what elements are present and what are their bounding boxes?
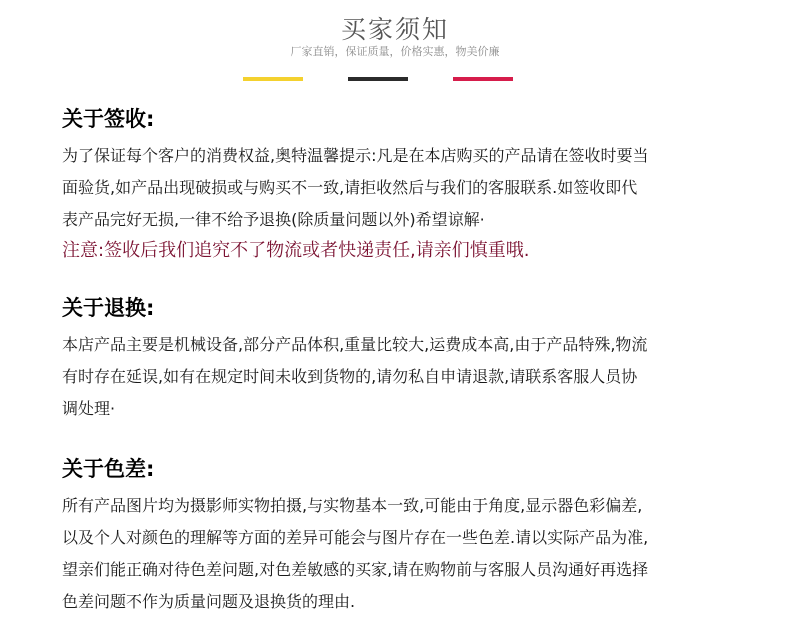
paragraph-line: 面验货,如产品出现破损或与购买不一致,请拒收然后与我们的客服联系.如签收即代	[62, 178, 638, 197]
section-title-signing: 关于签收:	[62, 107, 155, 131]
section-return	[62, 293, 762, 425]
decor-bar-red	[453, 77, 513, 81]
section-title-color: 关于色差:	[62, 457, 155, 481]
paragraph-line: 所有产品图片均为摄影师实物拍摄,与实物基本一致,可能由于角度,显示器色彩偏差,	[62, 496, 643, 515]
page-title: 买家须知	[340, 15, 449, 44]
section-title-return: 关于退换:	[62, 296, 155, 320]
paragraph-line: 望亲们能正确对待色差问题,对色差敏感的买家,请在购物前与客服人员沟通好再选择	[62, 560, 649, 579]
decor-bar-dark	[348, 77, 408, 81]
paragraph-line: 色差问题不作为质量问题及退换货的理由.	[62, 592, 356, 611]
decor-bar-yellow	[243, 77, 303, 81]
paragraph-line: 调处理·	[62, 399, 116, 418]
paragraph-line: 以及个人对颜色的理解等方面的差异可能会与图片存在一些色差.请以实际产品为准,	[62, 528, 649, 547]
paragraph-line: 为了保证每个客户的消费权益,奥特温馨提示:凡是在本店购买的产品请在签收时要当	[62, 146, 649, 165]
paragraph-line: 本店产品主要是机械设备,部分产品体积,重量比较大,运费成本高,由于产品特殊,物流	[62, 335, 648, 354]
signing-notice: 注意:签收后我们追究不了物流或者快递责任,请亲们慎重哦.	[62, 240, 530, 261]
paragraph-line: 表产品完好无损,一律不给予退换(除质量问题以外)希望谅解·	[62, 210, 485, 229]
paragraph-line: 有时存在延误,如有在规定时间未收到货物的,请勿私自申请退款,请联系客服人员协	[62, 367, 638, 386]
section-signing	[62, 104, 762, 266]
section-color-difference	[62, 454, 762, 618]
page-subtitle: 厂家直销，保证质量，价格实惠，物美价廉	[290, 45, 500, 58]
